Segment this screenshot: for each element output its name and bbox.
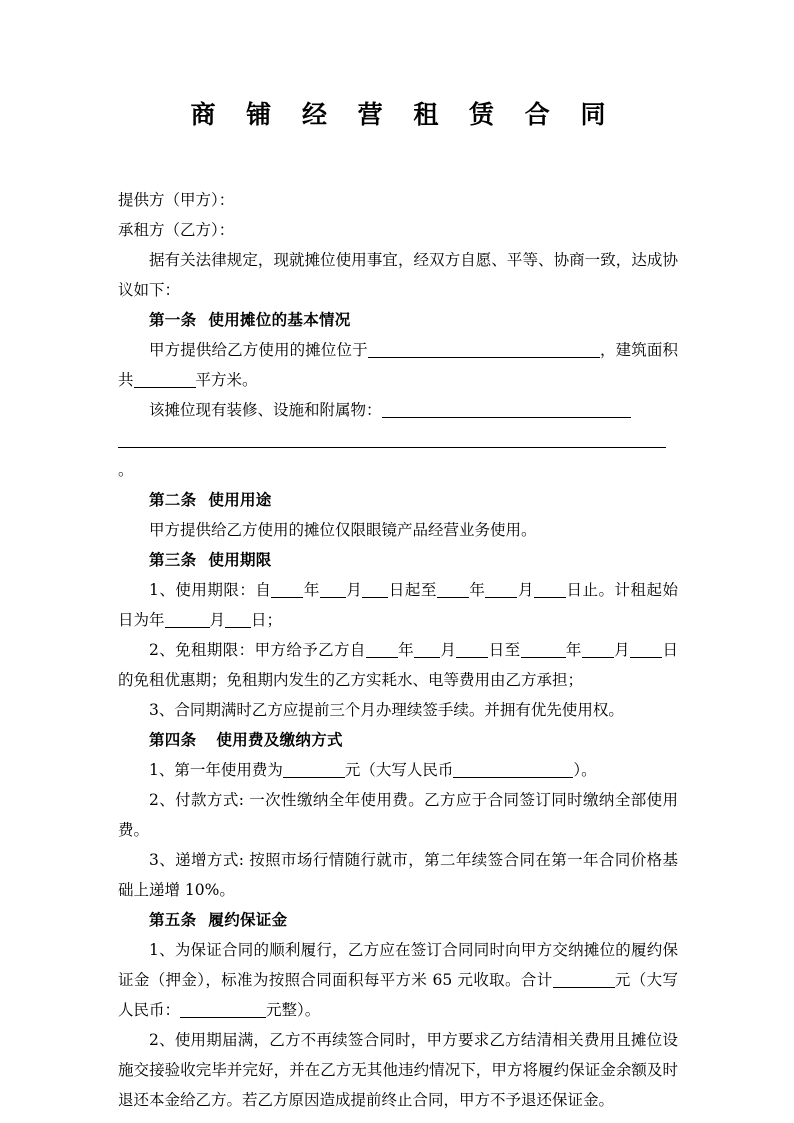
rent-start-month-label: 月	[209, 611, 226, 629]
term-start-day-blank[interactable]	[362, 582, 388, 598]
article-5-item-1	[118, 935, 678, 1025]
article-2-title: 使用用途	[208, 490, 272, 509]
term-month-label-1: 月	[345, 581, 363, 599]
article-4-item-2: 2、付款方式: 一次性缴纳全年使用费。乙方应于合同签订同时缴纳全部使用费。	[118, 791, 678, 839]
freerent-month-label-1: 月	[440, 641, 457, 659]
article-3-item-1	[118, 575, 678, 635]
deposit-amount-words-blank[interactable]	[180, 1002, 266, 1018]
deposit-suffix: 元整）。	[266, 1001, 321, 1019]
freerent-day-label-2: 日的免租	[118, 641, 678, 689]
article-4-number: 第四条	[149, 730, 197, 749]
rent-start-year-blank[interactable]	[165, 612, 210, 628]
freerent-year-label-1: 年	[397, 641, 415, 659]
term-end-day-blank[interactable]	[534, 582, 566, 598]
term-day-label-2: 日止。计租起始日为	[118, 581, 678, 629]
article-1-area-prefix: 筑面积共	[118, 341, 678, 389]
article-2-body: 甲方提供给乙方使用的摊位仅限眼镜产品经营业务使用。	[149, 521, 537, 539]
article-1-number: 第一条	[149, 310, 197, 329]
article-1-area-suffix: 平方米。	[195, 371, 258, 389]
fee-amount-words-blank[interactable]	[453, 762, 573, 778]
article-3-heading	[118, 545, 678, 575]
article-3-number: 第三条	[149, 550, 197, 569]
article-1-location-suffix: ，建	[599, 341, 632, 359]
term-year-label-1: 年	[303, 581, 320, 599]
location-blank[interactable]	[368, 342, 600, 358]
provider-line: 提供方（甲方）：	[118, 191, 235, 209]
article-1-location-prefix: 甲方提供给乙方使用的摊位位于	[149, 341, 368, 359]
attachments-blank-2[interactable]	[118, 432, 666, 448]
fee-amount-blank[interactable]	[283, 762, 345, 778]
deposit-amount-blank[interactable]	[553, 972, 615, 988]
article-5-heading	[118, 905, 678, 935]
deposit-prefix: 1、为保证合同的顺利履行，乙方应在签订合同同时向甲方交纳摊位的履约保证金（押金），标准为按照合同面积每平方米 65 元收取。合计	[118, 941, 678, 989]
article-1-attachments-line2	[118, 425, 678, 485]
term-start-month-blank[interactable]	[320, 582, 346, 598]
term-prefix: 1、使用期限：自	[149, 581, 272, 599]
page-title: 商 铺 经 营 租 赁 合 同	[190, 100, 617, 129]
article-1-location-line	[118, 335, 678, 395]
article-5-title: 履约保证金	[208, 910, 288, 929]
freerent-end-month-blank[interactable]	[582, 642, 614, 658]
article-2-heading	[118, 485, 678, 515]
deposit-mid: 元（大写人民币：	[118, 971, 678, 1019]
article-3-item-2	[118, 635, 678, 695]
article-1-attachments-end: 。	[118, 461, 134, 479]
article-4-heading	[118, 725, 678, 755]
fee-mid: 元（大写人民币	[344, 761, 454, 779]
freerent-start-month-blank[interactable]	[414, 642, 440, 658]
article-1-attachments-line	[118, 395, 678, 425]
term-start-year-blank[interactable]	[271, 582, 303, 598]
term-year-label-2: 年	[468, 581, 486, 599]
preamble-paragraph: 据有关法律规定，现就摊位使用事宜，经双方自愿、平等、协商一致，达成协议如下：	[118, 251, 678, 299]
tenant-line: 承租方（乙方）：	[118, 221, 235, 239]
article-1-heading	[118, 305, 678, 335]
freerent-start-day-blank[interactable]	[456, 642, 488, 658]
article-4-item-1	[118, 755, 678, 785]
attachments-blank-1[interactable]	[382, 402, 631, 418]
freerent-end-year-blank[interactable]	[521, 642, 566, 658]
article-3-item-3: 3、合同期满时乙方应提前三个月办理续签手续。并拥有优先使用权。	[149, 701, 624, 719]
freerent-end-day-blank[interactable]	[630, 642, 662, 658]
article-5-item-2: 2、使用期届满，乙方不再续签合同时，甲方要求乙方结清相关费用且摊位设施交接验收完毕并完好，并在乙方无其他违约情况下，甲方将履约保证金余额及时退还本金给乙方。若乙方原因造成提前终止合同，甲方不予退还保证金。	[118, 1031, 678, 1109]
article-3-title: 使用期限	[208, 550, 272, 569]
rent-start-year-label: 年	[149, 611, 165, 629]
fee-suffix: ）。	[573, 761, 597, 779]
article-1-title: 使用摊位的基本情况	[208, 310, 351, 329]
term-day-label-1: 日起至	[388, 581, 437, 599]
term-end-month-blank[interactable]	[485, 582, 517, 598]
area-blank[interactable]	[134, 372, 196, 388]
freerent-month-label-2: 月	[613, 641, 631, 659]
article-1-attachments-prefix: 该摊位现有装修、设施和附属物：	[149, 401, 382, 419]
freerent-year-label-2: 年	[565, 641, 582, 659]
freerent-tail: 优惠期；免租期内发生的乙方实耗水、电等费用由乙方承担；	[164, 671, 584, 689]
freerent-prefix: 2、免租期限：甲方给予乙方自	[149, 641, 366, 659]
document-body	[118, 0, 678, 1115]
article-2-number: 第二条	[149, 490, 197, 509]
rent-start-day-label: 日；	[251, 611, 283, 629]
term-month-label-2: 月	[517, 581, 534, 599]
fee-prefix: 1、第一年使用费为	[149, 761, 283, 779]
article-4-title: 使用费及缴纳方式	[216, 730, 343, 749]
term-end-year-blank[interactable]	[437, 582, 469, 598]
freerent-day-label-1: 日至	[488, 641, 521, 659]
freerent-start-year-blank[interactable]	[366, 642, 398, 658]
article-5-number: 第五条	[149, 910, 197, 929]
article-4-item-3: 3、递增方式: 按照市场行情随行就市，第二年续签合同在第一年合同价格基础上递增 10%。	[118, 851, 678, 899]
rent-start-month-blank[interactable]	[225, 612, 251, 628]
parties-block	[118, 185, 678, 245]
